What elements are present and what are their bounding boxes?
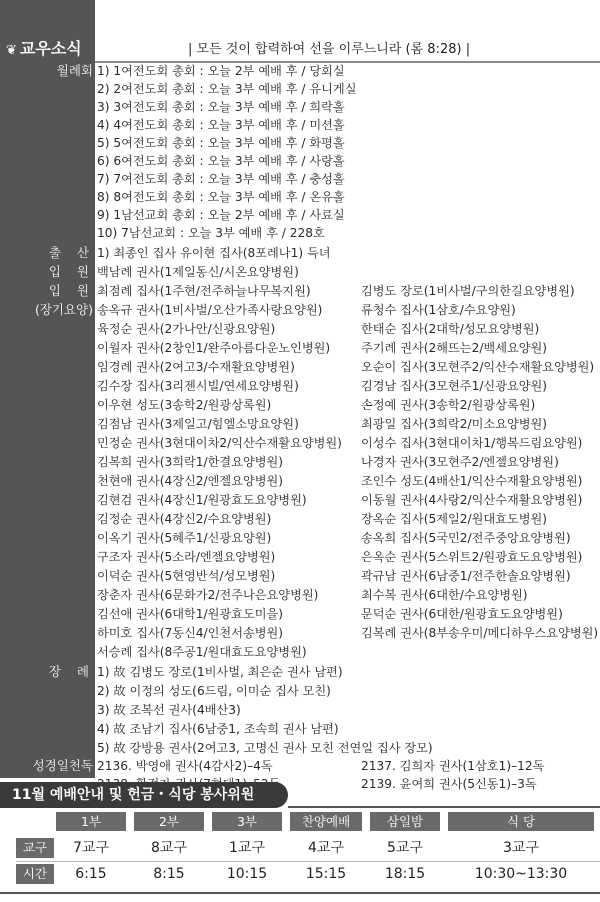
news-header (0, 28, 600, 64)
list-item: 이성수 집사(3현대이차1/행복드림요양원) (361, 436, 583, 450)
list-item: 곽규남 권사(6남중1/전주한솔요양병원) (361, 569, 571, 583)
table-header: 삼일밤 (370, 812, 440, 831)
leaf-icon: ❦ (6, 43, 17, 58)
birth-text: 1) 최종인 집사 유이현 집사(8포레나1) 득녀 (97, 246, 331, 260)
list-item: 이덕순 권사(5현영반석/성모병원) (97, 569, 276, 583)
bible-label: 성경일천독 (32, 758, 93, 773)
monthly-row (0, 62, 600, 80)
list-item: 2) 故 이정의 성도(6드림, 이미순 집사 모친) (97, 684, 331, 698)
longterm-label: 입 원 (48, 283, 95, 298)
list-item: 김병도 장로(1비사벌/구의한길요양병원) (361, 284, 575, 298)
list-item: 한태순 집사(2대학/성모요양병원) (361, 322, 540, 336)
longterm-sublabel: (장기요양) (34, 302, 93, 317)
list-item: 1) 1여전도회 총회 : 오늘 2부 예배 후 / 당회실 (97, 64, 345, 78)
table-cell: 15:15 (305, 866, 347, 882)
list-item: 김경남 집사(3모현주1/신광요양원) (361, 379, 548, 393)
list-item: 김복례 권사(8부송우미/메디하우스요양병원) (361, 626, 599, 640)
list-item: 9) 1남선교회 총회 : 오늘 2부 예배 후 / 사료실 (97, 208, 345, 222)
table-cell: 6:15 (75, 866, 107, 882)
table-header: 식 당 (448, 812, 594, 831)
list-item: 문덕순 권사(6대한/원광효도요양병원) (361, 607, 563, 621)
list-item: 2136. 박영애 권사(4감사2)–4독 (97, 759, 273, 773)
list-item: 김복희 권사(3희락1/한결요양병원) (97, 455, 284, 469)
schedule-title: 11월 예배안내 및 헌금・식당 봉사위원 (0, 782, 288, 808)
list-item: 6) 6여전도회 총회 : 오늘 3부 예배 후 / 사랑홀 (97, 154, 345, 168)
table-separator (16, 861, 600, 862)
list-item: 임경례 권사(2여고3/수재활요양병원) (97, 360, 295, 374)
list-item: 5) 故 강방용 권사(2여고3, 고명신 권사 모친 전연일 집사 장모) (97, 741, 433, 755)
list-item: 4) 故 조남기 집사(6남중1, 조속희 권사 남편) (97, 722, 339, 736)
row-label-time: 시간 (16, 864, 54, 884)
list-item: 민정순 권사(3현대이차2/익산수재활요양병원) (97, 436, 342, 450)
table-cell: 10:30~13:30 (474, 866, 568, 882)
birth-label: 출 산 (48, 245, 95, 260)
list-item: 김선애 권사(6대학1/원광효도미을) (97, 607, 284, 621)
list-item: 5) 5여전도회 총회 : 오늘 3부 예배 후 / 화평홀 (97, 136, 345, 150)
longterm-row (0, 282, 600, 300)
list-item: 3) 故 조복선 권사(4배산3) (97, 703, 241, 717)
table-cell: 8:15 (153, 866, 185, 882)
list-item: 손정예 권사(3송학2/원광상록원) (361, 398, 536, 412)
list-item: 류청수 집사(1삼호/수요양원) (361, 303, 516, 317)
list-item: 은옥순 권사(5스위트2/원광효도요양병원) (361, 550, 583, 564)
list-item: 장옥순 집사(5제일2/원대효도병원) (361, 512, 548, 526)
table-cell: 18:15 (384, 866, 426, 882)
list-item: 김수장 집사(3리젠시빌/연세요양병원) (97, 379, 299, 393)
table-cell: 4교구 (308, 840, 344, 856)
bible-verse: | 모든 것이 합력하여 선을 이루느니라 (롬 8:28) | (188, 42, 471, 57)
list-item: 하미호 집사(7동신4/인천서송병원) (97, 626, 284, 640)
list-item: 7) 7여전도회 총회 : 오늘 3부 예배 후 / 충성홀 (97, 172, 345, 186)
table-header: 3부 (212, 812, 282, 831)
schedule-divider (288, 806, 600, 808)
list-item: 이우현 성도(3송학2/원광상록원) (97, 398, 272, 412)
row-label-district: 교구 (16, 838, 54, 858)
list-item: 8) 8여전도회 총회 : 오늘 3부 예배 후 / 온유홀 (97, 190, 345, 204)
birth-row (0, 244, 600, 262)
list-item: 장춘자 권사(6문화가2/전주나은요양병원) (97, 588, 319, 602)
list-item: 3) 3여전도회 총회 : 오늘 3부 예배 후 / 희락홀 (97, 100, 345, 114)
list-item: 최광일 집사(3희락2/미소요양병원) (361, 417, 548, 431)
table-cell: 7교구 (73, 840, 109, 856)
table-header: 찬양예배 (290, 812, 362, 831)
bible-row (0, 757, 600, 775)
list-item: 조인수 성도(4배산1/익산수재활요양병원) (361, 474, 583, 488)
table-header: 1부 (56, 812, 126, 831)
list-item: 김정순 권사(4장신2/수요양병원) (97, 512, 272, 526)
list-item: 2) 2여전도회 총회 : 오늘 3부 예배 후 / 유니게실 (97, 82, 357, 96)
list-item: 4) 4여전도회 총회 : 오늘 3부 예배 후 / 미션홀 (97, 118, 345, 132)
list-item: 1) 故 김병도 장로(1비사벌, 최은순 권사 남편) (97, 665, 343, 679)
list-item: 구조자 권사(5소라/엔젤요양병원) (97, 550, 276, 564)
list-item: 송옥규 권사(1비사벌/오산가족사랑요양원) (97, 303, 323, 317)
table-header: 2부 (134, 812, 204, 831)
list-item: 이월자 권사(2창인1/완주아름다운노인병원) (97, 341, 331, 355)
list-item: 이동월 권사(4사랑2/익산수재활요양병원) (361, 493, 583, 507)
admit-row (0, 263, 600, 281)
section-title: ❦ 교우소식 (6, 39, 82, 58)
list-item: 김현검 권사(4장신1/원광효도요양병원) (97, 493, 307, 507)
list-item: 송옥희 집사(5국민2/전주중앙요양병원) (361, 531, 571, 545)
funeral-row (0, 663, 600, 681)
list-item: 서승례 집사(8주공1/원대효도요양병원) (97, 645, 307, 659)
admit-text: 백남례 권사(1제일동신/시온요양병원) (97, 265, 299, 279)
table-cell: 5교구 (387, 840, 423, 856)
bottom-divider (0, 892, 600, 894)
admit-label: 입 원 (48, 264, 95, 279)
list-item: 이옥기 권사(5혜주1/신광요양원) (97, 531, 272, 545)
list-item: 최수복 권사(6대한/수요양병원) (361, 588, 528, 602)
list-item: 오순이 집사(3모현주2/익산수재활요양병원) (361, 360, 595, 374)
list-item: 나경자 권사(3모현주2/엔젤요양병원) (361, 455, 559, 469)
list-item: 2137. 김희자 권사(1삼호1)–12독 (361, 759, 545, 773)
funeral-label: 장 례 (48, 664, 95, 679)
list-item: 김점남 권사(3제일고/힘엘소망요양원) (97, 417, 299, 431)
list-item: 주기례 권사(2해뜨는2/백세요양원) (361, 341, 548, 355)
schedule-header (0, 782, 600, 808)
list-item: 천현애 권사(4장신2/엔젤요양병원) (97, 474, 284, 488)
list-item: 10) 7남선교회 : 오늘 3부 예배 후 / 228호 (97, 226, 325, 240)
list-item: 2139. 윤여희 권사(5신동1)–3독 (361, 777, 537, 791)
list-item: 최점례 집사(1주현/전주하늘나무복지원) (97, 284, 311, 298)
table-cell: 10:15 (226, 866, 268, 882)
table-cell: 8교구 (151, 840, 187, 856)
list-item: 육정순 권사(2가나안/신광요양원) (97, 322, 276, 336)
table-cell: 3교구 (503, 840, 539, 856)
table-cell: 1교구 (229, 840, 265, 856)
monthly-label: 월례회 (56, 63, 93, 78)
